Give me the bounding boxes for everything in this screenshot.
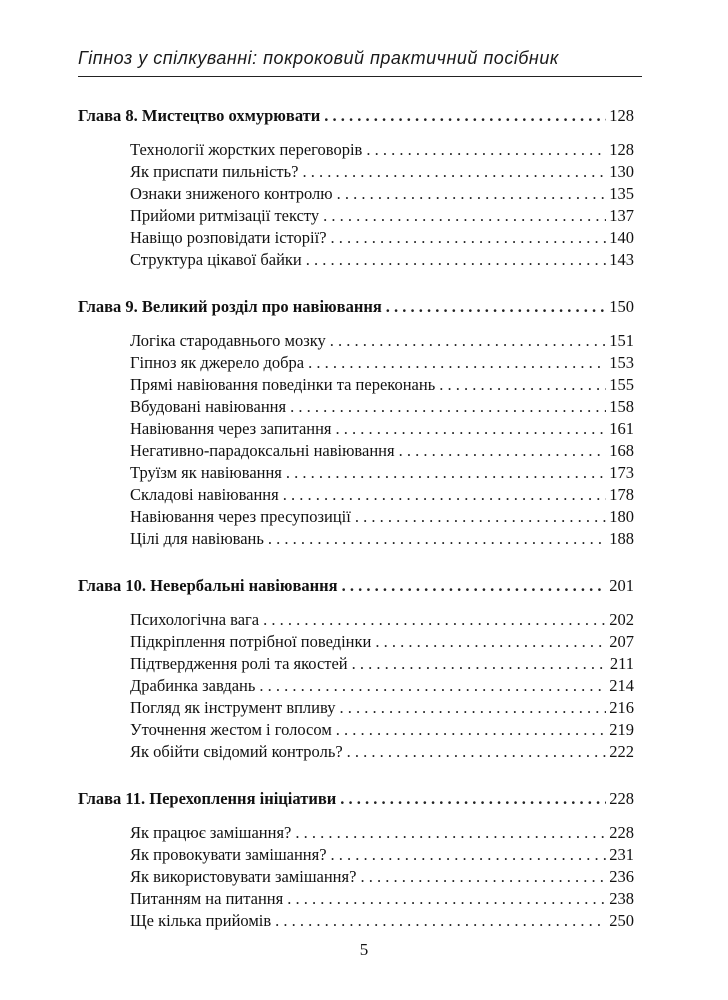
toc-section-title: Цілі для навіювань	[130, 529, 264, 548]
toc-section[interactable]	[78, 528, 634, 550]
toc-section-page: 219	[609, 720, 634, 739]
leader-dots	[332, 719, 606, 741]
leader-dots	[343, 741, 606, 763]
toc-section[interactable]	[78, 719, 634, 741]
toc-section-page: 216	[609, 698, 634, 717]
toc-section[interactable]	[78, 205, 634, 227]
toc-section-page: 207	[609, 632, 634, 651]
toc-section-title: Навіювання через пресупозиції	[130, 507, 351, 526]
leader-dots	[299, 161, 607, 183]
toc-section[interactable]	[78, 396, 634, 418]
toc-section-page: 211	[609, 654, 634, 673]
page-number: 5	[359, 940, 369, 959]
toc-section[interactable]	[78, 741, 634, 763]
toc-section[interactable]	[78, 609, 634, 631]
toc-section-page: 231	[609, 845, 634, 864]
toc-chapter-9[interactable]	[78, 296, 634, 318]
toc-section-page: 222	[609, 742, 634, 761]
toc-section[interactable]	[78, 697, 634, 719]
toc-section-page: 155	[609, 375, 634, 394]
leader-dots	[371, 631, 606, 653]
toc-section-title: Підтвердження ролі та якостей	[130, 654, 348, 673]
toc-section-page: 158	[609, 397, 634, 416]
leader-dots	[264, 528, 606, 550]
toc-section-page: 143	[609, 250, 634, 269]
leader-dots	[291, 822, 606, 844]
toc-section-title: Логіка стародавнього мозку	[130, 331, 326, 350]
toc-section[interactable]	[78, 866, 634, 888]
toc-section[interactable]	[78, 822, 634, 844]
leader-dots	[259, 609, 606, 631]
toc-section-page: 137	[609, 206, 634, 225]
toc-chapter-page: 128	[609, 106, 634, 125]
toc-section-title: Як приспати пильність?	[130, 162, 299, 181]
toc-chapter-title: Глава 9. Великий розділ про навіювання	[78, 297, 382, 316]
toc-section-title: Труїзм як навіювання	[130, 463, 282, 482]
toc-section[interactable]	[78, 440, 634, 462]
toc-section[interactable]	[78, 418, 634, 440]
toc-section-title: Гіпноз як джерело добра	[130, 353, 305, 372]
leader-dots	[327, 227, 606, 249]
leader-dots	[348, 653, 606, 675]
toc-section[interactable]	[78, 183, 634, 205]
toc-section-title: Навіювання через запитання	[130, 419, 332, 438]
leader-dots	[302, 249, 606, 271]
toc-section[interactable]	[78, 374, 634, 396]
toc-section-page: 228	[609, 823, 634, 842]
toc-section-page: 250	[609, 911, 634, 930]
toc-section-title: Технології жорстких переговорів	[130, 140, 363, 159]
leader-dots	[332, 418, 606, 440]
toc-section-title: Підкріплення потрібної поведінки	[130, 632, 372, 651]
leader-dots	[333, 183, 606, 205]
leader-dots	[351, 506, 606, 528]
toc-section[interactable]	[78, 462, 634, 484]
toc-chapter-title: Глава 8. Мистецтво охмурювати	[78, 106, 321, 125]
leader-dots	[255, 675, 606, 697]
toc-section-page: 168	[609, 441, 634, 460]
toc-section-title: Складові навіювання	[130, 485, 279, 504]
toc-section[interactable]	[78, 888, 634, 910]
toc-chapter-title: Глава 11. Перехоплення ініціативи	[78, 789, 337, 808]
toc-section-page: 180	[609, 507, 634, 526]
toc-section-title: Як обійти свідомий контроль?	[130, 742, 343, 761]
toc-section-title: Як працює замішання?	[130, 823, 292, 842]
toc-section-page: 140	[609, 228, 634, 247]
toc-section[interactable]	[78, 675, 634, 697]
leader-dots	[362, 139, 606, 161]
leader-dots	[356, 866, 606, 888]
leader-dots	[327, 844, 606, 866]
toc-chapter-title: Глава 10. Невербальні навіювання	[78, 576, 338, 595]
toc-section-page: 214	[609, 676, 634, 695]
leader-dots	[435, 374, 606, 396]
leader-dots	[326, 330, 606, 352]
leader-dots	[338, 575, 606, 597]
toc-chapter-10[interactable]	[78, 575, 634, 597]
toc-section-title: Вбудовані навіювання	[130, 397, 287, 416]
toc-section-page: 236	[609, 867, 634, 886]
leader-dots	[335, 697, 606, 719]
toc-chapter-page: 150	[609, 297, 634, 316]
toc-section-title: Як провокувати замішання?	[130, 845, 327, 864]
toc-section-title: Драбинка завдань	[130, 676, 256, 695]
toc-section-title: Структура цікавої байки	[130, 250, 302, 269]
toc-section-title: Негативно-парадоксальні навіювання	[130, 441, 395, 460]
toc-section[interactable]	[78, 249, 634, 271]
toc-section-page: 161	[609, 419, 634, 438]
toc-chapter-page: 201	[609, 576, 634, 595]
leader-dots	[320, 105, 606, 127]
toc-section-title: Уточнення жестом і голосом	[130, 720, 332, 739]
toc-section-page: 151	[609, 331, 634, 350]
toc-section[interactable]	[78, 631, 634, 653]
toc-section[interactable]	[78, 352, 634, 374]
toc-section-title: Ще кілька прийомів	[130, 911, 272, 930]
leader-dots	[319, 205, 606, 227]
leader-dots	[395, 440, 606, 462]
toc-section[interactable]	[78, 910, 634, 932]
toc-section-page: 202	[609, 610, 634, 629]
toc-section-title: Як використовувати замішання?	[130, 867, 357, 886]
toc-section[interactable]	[78, 844, 634, 866]
toc-chapter-page: 228	[609, 789, 634, 808]
toc-section[interactable]	[78, 139, 634, 161]
leader-dots	[271, 910, 606, 932]
toc-section-page: 130	[609, 162, 634, 181]
toc-section-title: Питанням на питання	[130, 889, 284, 908]
toc-section-title: Навіщо розповідати історії?	[130, 228, 327, 247]
toc-section[interactable]	[78, 227, 634, 249]
running-header-title: Гіпноз у спілкуванні: покроковий практичний посібник	[78, 48, 559, 68]
toc-section-page: 178	[609, 485, 634, 504]
toc-section-title: Ознаки зниженого контролю	[130, 184, 333, 203]
leader-dots	[304, 352, 606, 374]
leader-dots	[283, 888, 606, 910]
toc-section-page: 153	[609, 353, 634, 372]
toc-section[interactable]	[78, 484, 634, 506]
toc-chapter-11[interactable]	[78, 788, 634, 810]
leader-dots	[286, 396, 606, 418]
toc-section[interactable]	[78, 506, 634, 528]
table-of-contents	[78, 98, 634, 932]
toc-section-title: Прийоми ритмізації тексту	[130, 206, 320, 225]
toc-chapter-8[interactable]	[78, 105, 634, 127]
running-header	[78, 48, 638, 69]
toc-section[interactable]	[78, 653, 634, 675]
toc-section-page: 135	[609, 184, 634, 203]
leader-dots	[279, 484, 606, 506]
toc-section-title: Прямі навіювання поведінки та переконань	[130, 375, 436, 394]
toc-section-title: Психологічна вага	[130, 610, 260, 629]
leader-dots	[336, 788, 606, 810]
toc-section-page: 238	[609, 889, 634, 908]
toc-section-title: Погляд як інструмент впливу	[130, 698, 336, 717]
leader-dots	[282, 462, 606, 484]
toc-section-page: 188	[609, 529, 634, 548]
leader-dots	[382, 296, 606, 318]
header-rule	[78, 76, 642, 77]
toc-section[interactable]	[78, 161, 634, 183]
toc-section-page: 173	[609, 463, 634, 482]
toc-section[interactable]	[78, 330, 634, 352]
toc-section-page: 128	[609, 140, 634, 159]
